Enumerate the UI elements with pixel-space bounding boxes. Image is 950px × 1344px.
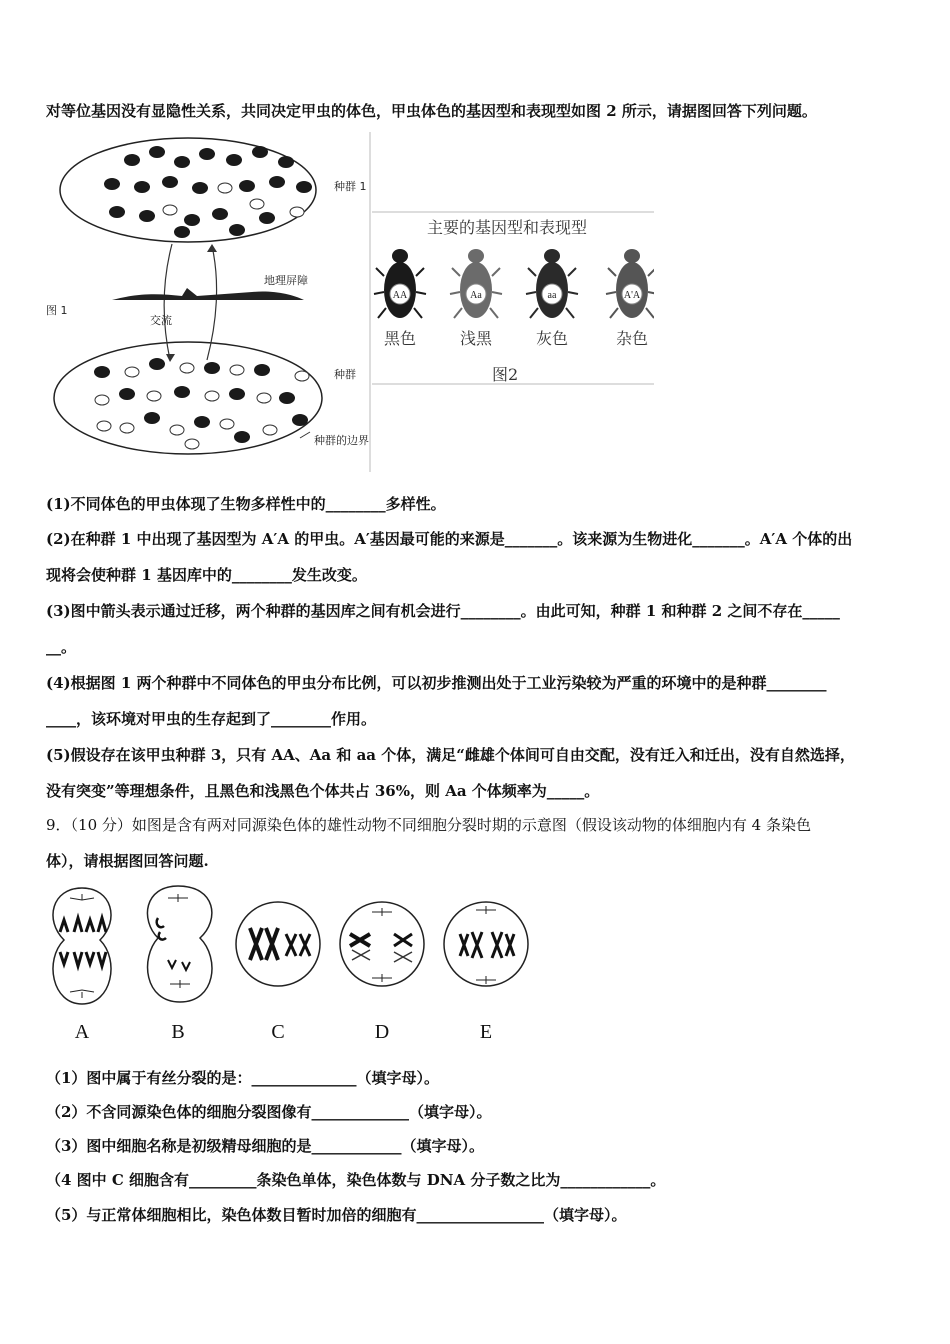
exchange-label: 交流 — [150, 314, 172, 327]
q8-part-2b: 现将会使种群 1 基因库中的________发生改变。 — [46, 566, 367, 584]
beetle-genotype-label: A'A — [623, 290, 641, 301]
population-2-label: 种群 — [334, 368, 356, 381]
figure-2 — [372, 208, 654, 386]
q8-part-3a: (3)图中箭头表示通过迁移，两个种群的基因库之间有机会进行________。由此可知，种群 1 和种群 2 之间不存在_____ — [46, 602, 840, 620]
q9-sub-5: （5）与正常体细胞相比，染色体数目暂时加倍的细胞有_________________（填字母）。 — [46, 1206, 627, 1224]
q8-part-3b: __。 — [46, 638, 77, 656]
cell-division-figure — [40, 880, 540, 1050]
geographic-barrier — [112, 288, 304, 300]
cell-B — [147, 886, 212, 1002]
population-1-label: 种群 1 — [334, 180, 367, 193]
figure-2-title: 主要的基因型和表现型 — [427, 218, 588, 237]
cell-C — [236, 902, 320, 986]
cell-D — [340, 902, 424, 986]
beetle-phenotype-label: 灰色 — [535, 329, 569, 348]
beetle-genotype-label: Aa — [470, 290, 482, 301]
cell-label-A: A — [74, 1021, 90, 1043]
cell-label-E: E — [479, 1021, 493, 1043]
population-1-ellipse — [60, 138, 316, 242]
cell-label-C: C — [271, 1021, 285, 1043]
q9-sub-2: （2）不含同源染色体的细胞分裂图像有_____________（填字母）。 — [46, 1103, 492, 1121]
cell-label-D: D — [374, 1021, 390, 1043]
beetle-3 — [526, 249, 578, 348]
q9-stem-b: 体），请根据图回答问题. — [46, 852, 209, 870]
q9-sub-4: （4 图中 C 细胞含有_________条染色单体，染色体数与 DNA 分子数之比为____________。 — [46, 1171, 666, 1189]
figure-2-caption: 图2 — [492, 365, 519, 384]
q8-part-4a: (4)根据图 1 两个种群中不同体色的甲虫分布比例，可以初步推测出处于工业污染较为严重的环境中的是种群________ — [46, 674, 827, 692]
cell-A — [53, 888, 111, 1004]
q8-part-4b: ____，该环境对甲虫的生存起到了________作用。 — [46, 710, 377, 728]
beetle-phenotype-label: 浅黑 — [459, 329, 493, 348]
beetle-phenotype-label: 杂色 — [615, 329, 649, 348]
population-1-beetles — [104, 146, 312, 238]
figure-1 — [42, 132, 372, 472]
beetle-genotype-label: aa — [547, 290, 557, 301]
q9-stem-a: 9．（10 分）如图是含有两对同源染色体的雄性动物不同细胞分裂时期的示意图（假设该动物的体细胞内有 4 条染色 — [46, 816, 811, 834]
barrier-label: 地理屏障 — [264, 274, 308, 287]
beetle-2 — [450, 249, 502, 348]
q8-part-1: (1)不同体色的甲虫体现了生物多样性中的________多样性。 — [46, 495, 446, 513]
q9-sub-3: （3）图中细胞名称是初级精母细胞的是____________（填字母）。 — [46, 1137, 484, 1155]
cell-label-B: B — [171, 1021, 185, 1043]
beetle-4 — [606, 249, 654, 348]
q8-part-5b: 没有突变”等理想条件，且黑色和浅黑色个体共占 36%，则 Aa 个体频率为_____。 — [46, 782, 600, 800]
beetle-phenotype-label: 黑色 — [383, 329, 417, 348]
cell-E — [444, 902, 528, 986]
q9-sub-1: （1）图中属于有丝分裂的是：______________（填字母）。 — [46, 1069, 439, 1087]
figure-1-label: 图 1 — [46, 304, 68, 317]
boundary-label: 种群的边界 — [314, 434, 369, 447]
q8-part-5a: (5)假设存在该甲虫种群 3，只有 AA、Aa 和 aa 个体，满足“雌雄个体间可自由交配，没有迁入和迁出，没有自然选择， — [46, 746, 855, 764]
beetle-1 — [374, 249, 426, 348]
beetle-genotype-label: AA — [392, 290, 408, 301]
intro-line: 对等位基因没有显隐性关系，共同决定甲虫的体色，甲虫体色的基因型和表现型如图 2 所示，请据图回答下列问题。 — [46, 102, 817, 120]
q8-part-2a: (2)在种群 1 中出现了基因型为 A′A 的甲虫。A′基因最可能的来源是_______。该来源为生物进化_______。A′A 个体的出 — [46, 530, 853, 548]
